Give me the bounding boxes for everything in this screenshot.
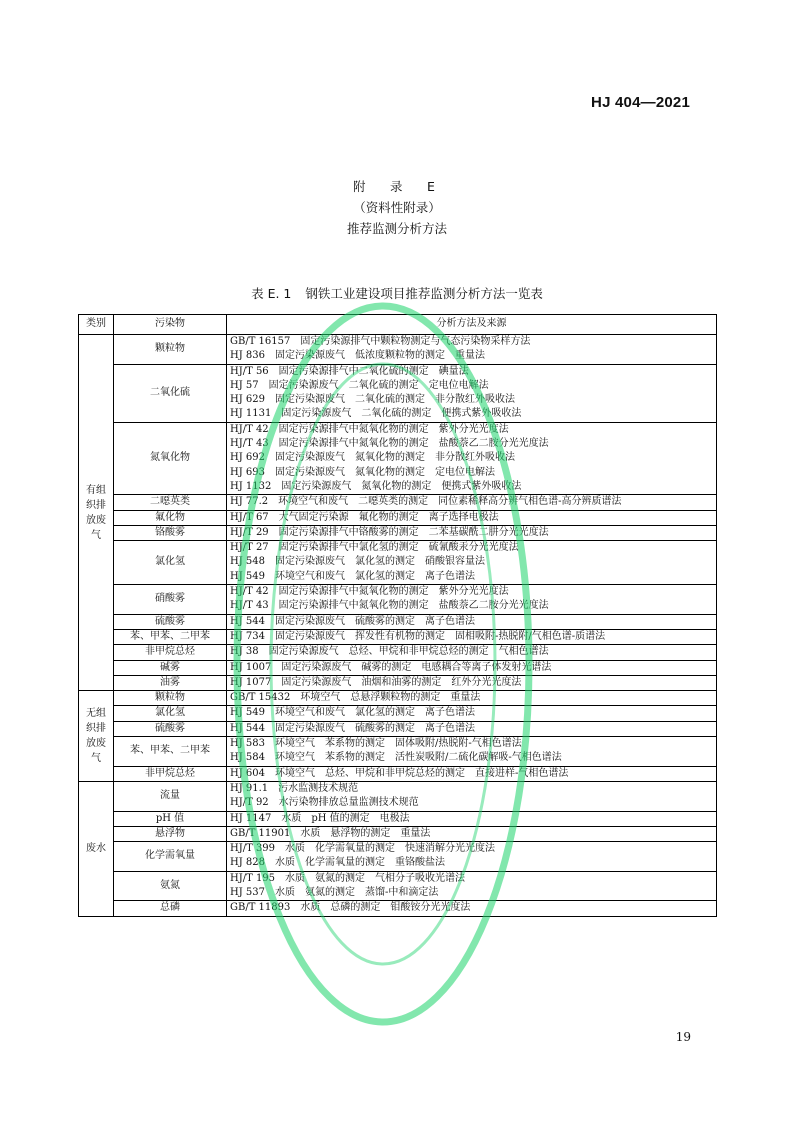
table-caption-text: 钢铁工业建设项目推荐监测分析方法一览表 (305, 286, 543, 301)
method-line: HJ 1007 固定污染源废气 碱雾的测定 电感耦合等离子体发射光谱法 (230, 661, 552, 673)
pollutant-cell: pH 值 (114, 811, 227, 826)
pollutant-cell: 悬浮物 (114, 826, 227, 841)
methods-cell (227, 706, 717, 721)
table-number: 表 E. 1 (251, 286, 292, 301)
methods-cell (227, 766, 717, 781)
methods-table (78, 314, 717, 917)
methods-cell (227, 721, 717, 736)
header-pollutant: 污染物 (114, 315, 227, 335)
method-line: HJ 91.1 污水监测技术规范 (230, 782, 359, 794)
method-line: HJ/T 27 固定污染源排气中氯化氢的测定 硫氰酸汞分光光度法 (230, 542, 519, 554)
pollutant-cell: 油雾 (114, 675, 227, 690)
table-row (79, 721, 717, 736)
table-row (79, 645, 717, 660)
methods-cell (227, 585, 717, 615)
appendix-type: （资料性附录） (353, 200, 441, 215)
category-cell: 废水 (79, 781, 114, 916)
method-line: HJ 1077 固定污染源废气 油烟和油雾的测定 红外分光光度法 (230, 676, 522, 688)
table-row (79, 781, 717, 811)
method-line: HJ 629 固定污染源废气 二氧化硫的测定 非分散红外吸收法 (230, 394, 515, 406)
methods-cell (227, 842, 717, 872)
pollutant-cell: 硫酸雾 (114, 721, 227, 736)
method-line: HJ 537 水质 氨氮的测定 蒸馏-中和滴定法 (230, 886, 439, 898)
method-line: HJ 38 固定污染源废气 总烃、甲烷和非甲烷总烃的测定 气相色谱法 (230, 646, 549, 658)
method-line: GB/T 15432 环境空气 总悬浮颗粒物的测定 重量法 (230, 692, 481, 704)
table-row (79, 510, 717, 525)
method-line: GB/T 11893 水质 总磷的测定 钼酸铵分光光度法 (230, 902, 471, 914)
method-line: HJ 734 固定污染源废气 挥发性有机物的测定 固相吸附-热脱附/气相色谱-质谱法 (230, 630, 606, 642)
table-row (79, 691, 717, 706)
appendix-title: 附 录 E (353, 179, 441, 194)
methods-cell (227, 645, 717, 660)
table-row (79, 842, 717, 872)
table-row (79, 706, 717, 721)
methods-cell (227, 691, 717, 706)
pollutant-cell: 硫酸雾 (114, 614, 227, 629)
category-cell: 无组织排放废气 (79, 691, 114, 782)
methods-cell (227, 826, 717, 841)
method-line: HJ/T 43 固定污染源排气中氮氧化物的测定 盐酸萘乙二胺分光光度法 (230, 600, 549, 612)
table-row (79, 364, 717, 422)
pollutant-cell: 苯、甲苯、二甲苯 (114, 737, 227, 767)
table-row (79, 826, 717, 841)
method-line: HJ 584 环境空气 苯系物的测定 活性炭吸附/二硫化碳解吸-气相色谱法 (230, 752, 562, 764)
methods-cell (227, 364, 717, 422)
method-line: GB/T 16157 固定污染源排气中颗粒物测定与气态污染物采样方法 (230, 336, 531, 347)
methods-cell (227, 737, 717, 767)
pollutant-cell: 硝酸雾 (114, 585, 227, 615)
header-methods: 分析方法及来源 (227, 315, 717, 335)
method-line: HJ 57 固定污染源废气 二氧化硫的测定 定电位电解法 (230, 379, 489, 391)
method-line: HJ 836 固定污染源废气 低浓度颗粒物的测定 重量法 (230, 350, 485, 362)
pollutant-cell: 苯、甲苯、二甲苯 (114, 629, 227, 644)
pollutant-cell: 铬酸雾 (114, 525, 227, 540)
category-cell: 有组织排放废气 (79, 335, 114, 691)
method-line: HJ 1132 固定污染源废气 氮氧化物的测定 便携式紫外吸收法 (230, 480, 522, 492)
table-row (79, 422, 717, 494)
method-line: HJ/T 399 水质 化学需氧量的测定 快速消解分光光度法 (230, 843, 496, 855)
method-line: HJ/T 56 固定污染源排气中二氧化硫的测定 碘量法 (230, 365, 469, 377)
methods-cell (227, 871, 717, 901)
pollutant-cell: 非甲烷总烃 (114, 766, 227, 781)
method-line: HJ/T 42 固定污染源排气中氮氧化物的测定 紫外分光光度法 (230, 423, 509, 435)
methods-cell (227, 335, 717, 365)
pollutant-cell: 氨氮 (114, 871, 227, 901)
method-line: HJ 693 固定污染源废气 氮氧化物的测定 定电位电解法 (230, 466, 495, 478)
method-line: HJ 544 固定污染源废气 硫酸雾的测定 离子色谱法 (230, 722, 475, 734)
appendix-name: 推荐监测分析方法 (346, 221, 447, 236)
pollutant-cell: 氯化氢 (114, 706, 227, 721)
pollutant-cell: 二氧化硫 (114, 364, 227, 422)
pollutant-cell: 颗粒物 (114, 335, 227, 365)
methods-cell (227, 541, 717, 585)
document-code: HJ 404—2021 (591, 94, 690, 111)
table-row (79, 660, 717, 675)
pollutant-cell: 总磷 (114, 901, 227, 916)
header-category: 类别 (79, 315, 114, 335)
pollutant-cell: 流量 (114, 781, 227, 811)
method-line: HJ 828 水质 化学需氧量的测定 重铬酸盐法 (230, 857, 445, 869)
method-line: HJ 692 固定污染源废气 氮氧化物的测定 非分散红外吸收法 (230, 452, 515, 464)
method-line: HJ 548 固定污染源废气 氯化氢的测定 硝酸银容量法 (230, 556, 485, 568)
table-caption (0, 284, 794, 302)
table-row (79, 901, 717, 916)
methods-cell (227, 675, 717, 690)
methods-cell (227, 660, 717, 675)
method-line: GB/T 11901 水质 悬浮物的测定 重量法 (230, 827, 431, 839)
method-line: HJ/T 195 水质 氨氮的测定 气相分子吸收光谱法 (230, 872, 466, 884)
methods-cell (227, 614, 717, 629)
method-line: HJ 77.2 环境空气和废气 二噁英类的测定 同位素稀释高分辨气相色谱-高分辨质谱法 (230, 496, 622, 508)
methods-cell (227, 495, 717, 510)
pollutant-cell: 非甲烷总烃 (114, 645, 227, 660)
pollutant-cell: 二噁英类 (114, 495, 227, 510)
table-row (79, 541, 717, 585)
table-row (79, 525, 717, 540)
methods-cell (227, 901, 717, 916)
page-number: 19 (675, 1030, 691, 1044)
method-line: HJ 544 固定污染源废气 硫酸雾的测定 离子色谱法 (230, 615, 475, 627)
method-line: HJ 549 环境空气和废气 氯化氢的测定 离子色谱法 (230, 570, 475, 582)
table-row (79, 811, 717, 826)
pollutant-cell: 氯化氢 (114, 541, 227, 585)
table-row (79, 495, 717, 510)
methods-cell (227, 525, 717, 540)
table-row (79, 871, 717, 901)
table-row (79, 629, 717, 644)
methods-cell (227, 629, 717, 644)
pollutant-cell: 颗粒物 (114, 691, 227, 706)
method-line: HJ 583 环境空气 苯系物的测定 固体吸附/热脱附-气相色谱法 (230, 738, 522, 750)
method-line: HJ 604 环境空气 总烃、甲烷和非甲烷总烃的测定 直接进样-气相色谱法 (230, 767, 569, 779)
method-line: HJ/T 42 固定污染源排气中氮氧化物的测定 紫外分光光度法 (230, 586, 509, 598)
table-row (79, 737, 717, 767)
method-line: HJ 1147 水质 pH 值的测定 电极法 (230, 812, 410, 824)
pollutant-cell: 碱雾 (114, 660, 227, 675)
methods-cell (227, 510, 717, 525)
table-row (79, 585, 717, 615)
pollutant-cell: 氟化物 (114, 510, 227, 525)
table-row (79, 675, 717, 690)
methods-cell (227, 422, 717, 494)
table-header-row (79, 315, 717, 335)
method-line: HJ 549 环境空气和废气 氯化氢的测定 离子色谱法 (230, 707, 475, 719)
table-row (79, 614, 717, 629)
methods-cell (227, 811, 717, 826)
method-line: HJ/T 67 大气固定污染源 氟化物的测定 离子选择电极法 (230, 511, 499, 523)
pollutant-cell: 化学需氧量 (114, 842, 227, 872)
pollutant-cell: 氮氧化物 (114, 422, 227, 494)
method-line: HJ/T 29 固定污染源排气中铬酸雾的测定 二苯基碳酰二肼分光光度法 (230, 526, 549, 538)
table-row (79, 766, 717, 781)
table-row (79, 335, 717, 365)
method-line: HJ 1131 固定污染源废气 二氧化硫的测定 便携式紫外吸收法 (230, 408, 522, 420)
method-line: HJ/T 43 固定污染源排气中氮氧化物的测定 盐酸萘乙二胺分光光度法 (230, 438, 549, 450)
methods-cell (227, 781, 717, 811)
method-line: HJ/T 92 水污染物排放总量监测技术规范 (230, 797, 419, 809)
